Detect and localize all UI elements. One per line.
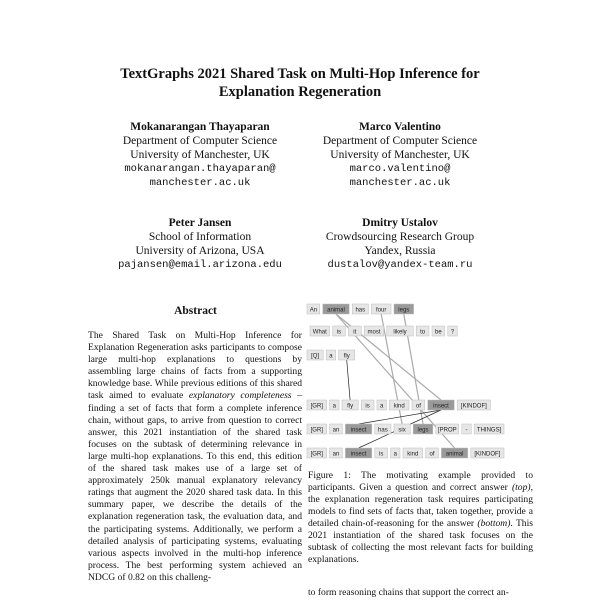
token-label: [PROP (437, 427, 457, 434)
abstract-part: – finding a set of facts that form a complete inference chain, without gaps, to arrive from question to correct answer, this 2021 instantiation of the shared task focuses on the subtask of determining relevance in large multi-hop explanations. To this end, this edition of the shared task makes use of a large set of approximately 250k manual explanatory relevancy ratings that augment the 2020 shared task data. In this summary paper, we describe the details of the explanation regeneration task, the evaluation data, and the participating systems. Additionally, we perform a detailed analysis of participating systems, evaluating various aspects involved in the multi-hop inference process. The best performing system achieved an NDCG of 0.82 on this challeng- (88, 390, 302, 583)
body-text: to form reasoning chains that support the correct an- (308, 587, 509, 598)
author-name: Marco Valentino (359, 121, 441, 133)
author-email: pajansen@email.arizona.edu (118, 259, 282, 271)
token-label: [Q] (311, 353, 320, 360)
token-label: of (429, 451, 435, 458)
token-label: has (355, 307, 366, 314)
token-label: legs (417, 427, 429, 434)
author-email: mokanarangan.thayaparan@ (124, 163, 276, 175)
token-label: is (365, 403, 370, 410)
author-block (85, 120, 315, 190)
token-label: kind (393, 403, 405, 410)
token-label: kind (407, 451, 419, 458)
token-label: [GR] (310, 427, 323, 434)
edge-line (347, 360, 350, 400)
token-label: ? (450, 329, 455, 336)
token-label: is (336, 329, 342, 336)
token-label: a (393, 451, 397, 458)
author-name: Mokanarangan Thayaparan (130, 121, 270, 133)
token-label: a (329, 353, 333, 360)
token-label: - (465, 427, 468, 434)
token-label: animal (445, 451, 464, 458)
author-email: marco.valentino@ (349, 163, 451, 175)
author-name: Dmitry Ustalov (362, 217, 438, 229)
token-label: insect (433, 403, 449, 410)
author-affiliation: University of Manchester, UK (130, 149, 270, 161)
token-label: insect (350, 451, 367, 458)
figure-rows (307, 304, 504, 458)
token-label: fly (343, 353, 350, 360)
token-label: is (379, 451, 384, 458)
author-block (285, 216, 515, 272)
token-label: has (378, 427, 388, 434)
title-line-2: Explanation Regeneration (218, 84, 382, 100)
caption-emphasis: (bottom) (477, 518, 511, 529)
author-affiliation: Crowdsourcing Research Group (325, 231, 475, 243)
title-line-1: TextGraphs 2021 Shared Task on Multi-Hop Inference for (120, 66, 480, 82)
token-label: What (312, 329, 327, 336)
author-email: manchester.ac.uk (349, 177, 451, 189)
token-label: of (415, 403, 421, 410)
token-label: insect (350, 427, 367, 434)
author-affiliation: Department of Computer Science (322, 135, 478, 147)
token-label: a (332, 403, 336, 410)
author-email: dustalov@yandex-team.ru (327, 259, 473, 271)
token-label: animal (327, 307, 345, 314)
token-label: six (398, 427, 406, 434)
token-label: an (332, 427, 340, 434)
author-affiliation: University of Arizona, USA (135, 245, 265, 257)
token-label: fly (347, 403, 354, 410)
abstract-emphasis: explanatory completeness (188, 390, 292, 402)
caption-part: , the explanation regeneration task requires participating models to find sets of facts that, taken together, provide a detailed chain-of-reasoning for the answer (308, 482, 533, 529)
abstract-heading: Abstract (174, 305, 217, 317)
token-label: four (376, 307, 387, 314)
token-label: likely (393, 329, 407, 336)
abstract-part: The Shared Task on Multi-Hop Inference for Explanation Regeneration asks participants to compose large multi-hop explanations to questions by assembling large chains of facts from a supporting knowledge base. While previous editions of this shared task aimed to evaluate (88, 330, 302, 402)
author-affiliation: University of Manchester, UK (330, 149, 470, 161)
token-label: THINGS] (476, 427, 502, 434)
token-label: to (420, 329, 426, 336)
author-affiliation: Department of Computer Science (122, 135, 278, 147)
paper-title (0, 65, 600, 101)
author-name: Peter Jansen (168, 217, 232, 229)
author-affiliation: Yandex, Russia (364, 245, 436, 257)
figure-explanation-graph (305, 300, 537, 465)
token-label: An (309, 307, 318, 314)
caption-part: . This 2021 instantiation of the shared task focuses on the subtask of collecting the most relevant facts for building explanations. (308, 518, 533, 565)
caption-part: Figure 1: The motivating example provided to participants. Given a question and correct answer (308, 470, 533, 493)
token-label: [GR] (310, 451, 323, 458)
token-label: [KINDOF] (460, 403, 487, 410)
token-label: [KINDOF] (474, 451, 501, 458)
author-block (85, 216, 315, 272)
author-block (285, 120, 515, 190)
token-label: a (380, 403, 384, 410)
token-label: an (332, 451, 340, 458)
figure-caption (308, 470, 533, 566)
author-affiliation: School of Information (148, 231, 252, 243)
caption-emphasis: (top) (511, 482, 531, 493)
author-email: manchester.ac.uk (149, 177, 251, 189)
token-label: be (435, 329, 442, 336)
abstract-text (88, 330, 302, 584)
token-label: most (367, 329, 381, 336)
token-label: it (353, 329, 357, 336)
token-label: legs (398, 307, 410, 314)
token-label: [GR] (310, 403, 323, 410)
